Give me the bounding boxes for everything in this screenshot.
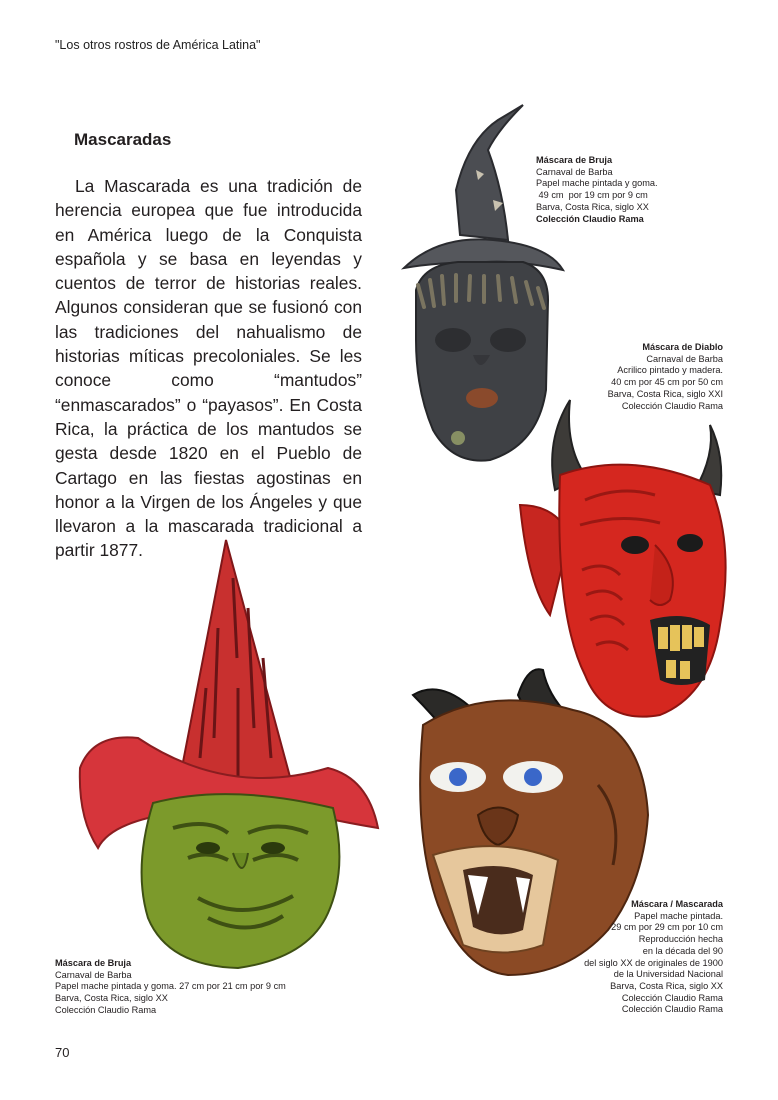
caption-line: Papel mache pintada y goma. [536,178,658,189]
caption-line: Acrilico pintado y madera. [617,365,723,376]
caption-line: en la década del 90 [642,945,723,956]
caption-line: Papel mache pintada. [634,910,723,921]
caption-bruja-bottom [55,958,286,1017]
caption-line: Colección Claudio Rama [621,992,723,1003]
caption-title: Máscara de Bruja [536,155,613,165]
caption-line: Barva, Costa Rica, siglo XX [55,993,168,1004]
caption-line: Carnaval de Barba [55,969,132,980]
caption-line: 40 cm por 45 cm por 50 cm [611,377,723,388]
caption-line: Colección Claudio Rama [55,1004,157,1015]
running-header: "Los otros rostros de América Latina" [55,38,261,52]
caption-line: del siglo XX de originales de 1900 [584,957,723,968]
caption-collection: Colección Claudio Rama [536,213,644,224]
green-witch-mask-image [78,538,378,973]
section-heading: Mascaradas [74,130,172,149]
body-paragraph [55,174,362,563]
caption-title: Máscara de Bruja [55,958,132,968]
caption-mascarada [584,899,723,1016]
caption-line: Colección Claudio Rama [621,400,723,411]
caption-line: Papel mache pintada y goma. 27 cm por 21 cm por 9 cm [55,981,286,992]
caption-line: 29 cm por 29 cm por 10 cm [611,922,723,933]
paragraph-text: La Mascarada es una tradición de herencia europea que fue introducida en América luego de la Conquista española y se basa en leyendas y cuentos de terror de historias reales. Algunos consideran que se fusionó con las tradiciones del nahualismo de historias míticas precoloniales. Se les conoce como “mantudos” “enmascarados” o “payasos”. En Costa Rica, la práctica de los mantudos se gesta desde 1820 en el Pueblo de Cartago en las fiestas agostinas en honor a la Virgen de los Ángeles y que llevaron a la mascarada tradicional a partir 1877. [55,176,362,561]
caption-line: Colección Claudio Rama [621,1004,723,1015]
caption-line: Barva, Costa Rica, siglo XX [536,201,649,212]
caption-line: Carnaval de Barba [536,166,613,177]
caption-line: 49 cm por 19 cm por 9 cm [536,190,648,201]
caption-bruja-top [536,155,658,225]
caption-line: de la Universidad Nacional [613,969,723,980]
caption-line: Carnaval de Barba [646,353,723,364]
page-number: 70 [55,1045,70,1060]
caption-line: Barva, Costa Rica, siglo XX [610,980,723,991]
caption-line: Barva, Costa Rica, siglo XXI [607,388,723,399]
caption-title: Máscara de Diablo [642,342,723,352]
caption-title: Máscara / Mascarada [631,899,723,909]
caption-line: Reproducción hecha [638,934,723,945]
